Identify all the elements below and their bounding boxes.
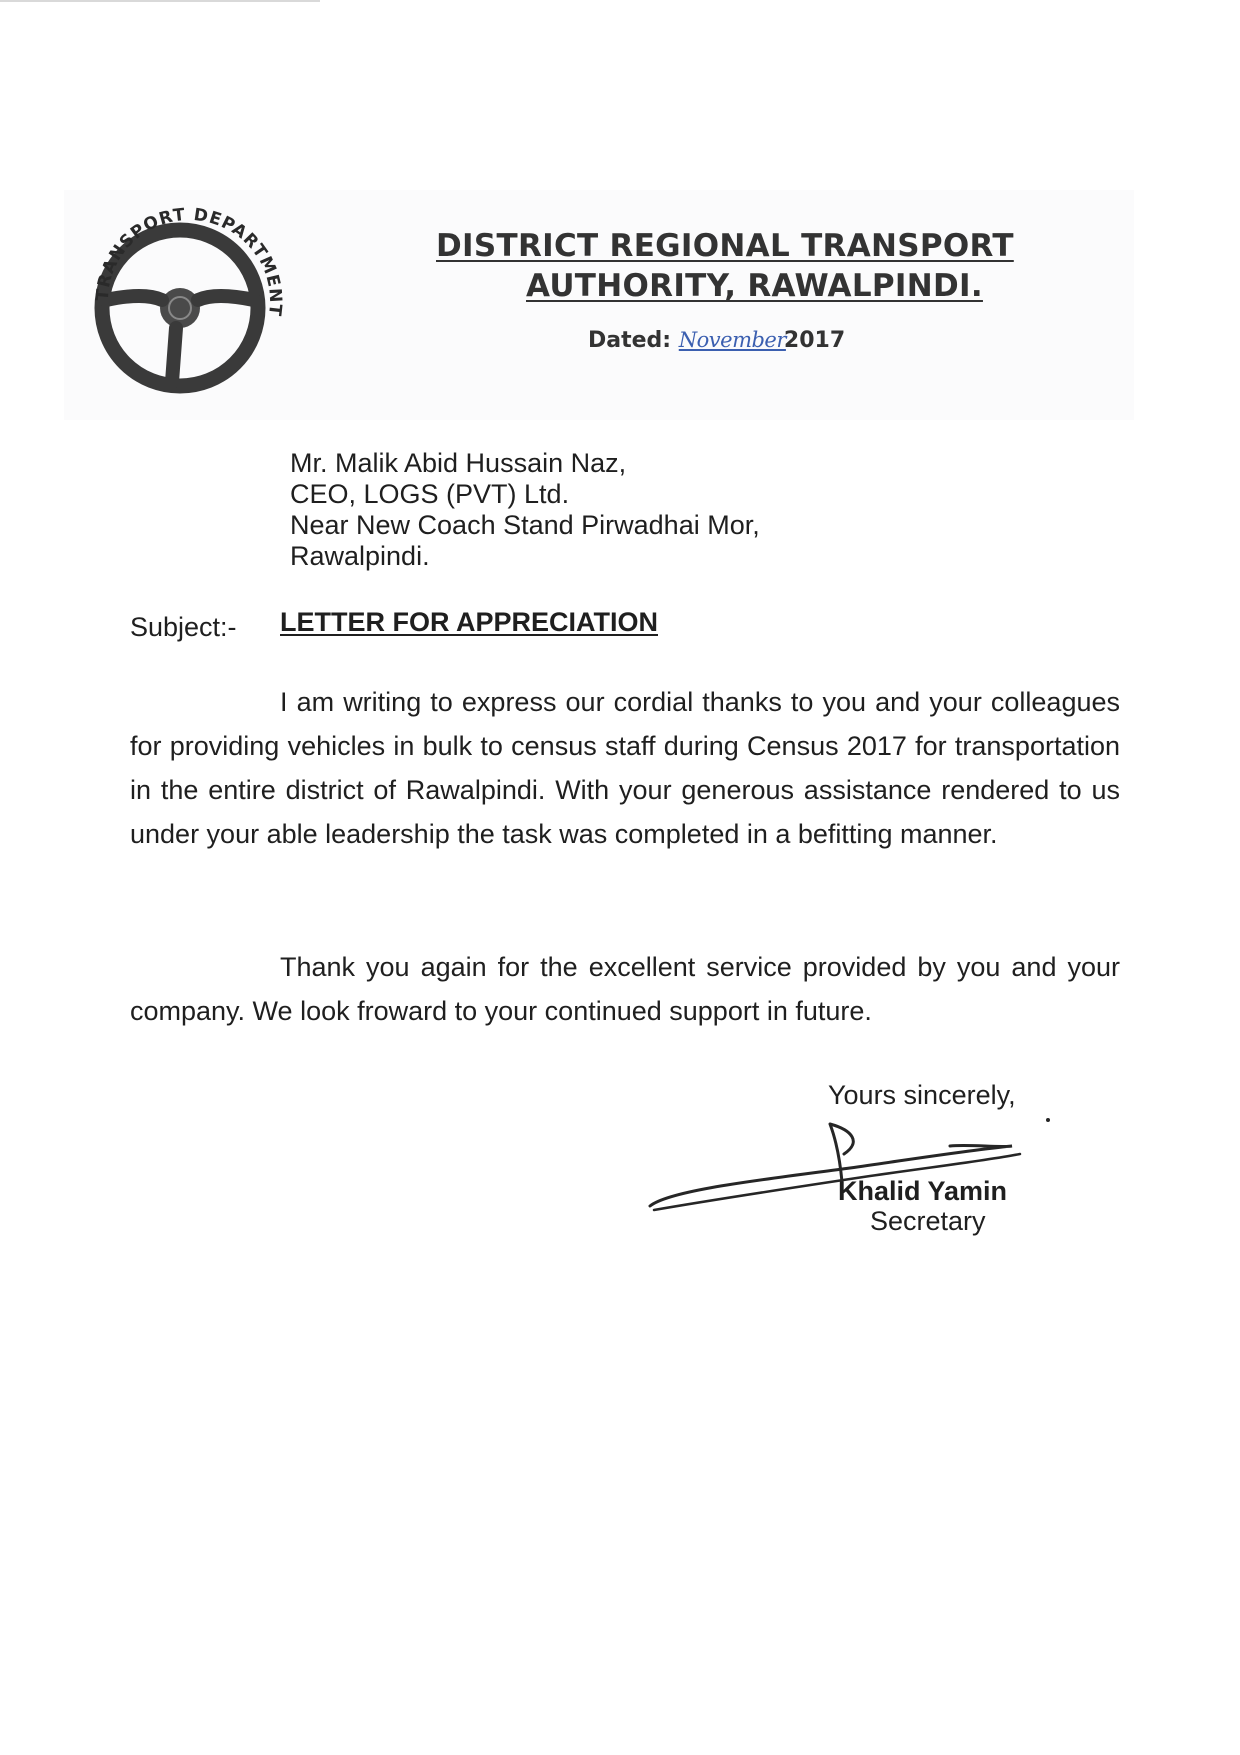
recipient-designation: CEO, LOGS (PVT) Ltd.	[290, 479, 570, 509]
signatory-name: Khalid Yamin	[838, 1176, 1008, 1206]
recipient-address-line: Near New Coach Stand Pirwadhai Mor,	[290, 510, 760, 540]
recipient-name: Mr. Malik Abid Hussain Naz,	[290, 448, 627, 478]
dated-handwritten-month: November	[678, 328, 786, 352]
body-paragraph-1: I am writing to express our cordial thanks to you and your colleagues for providing vehicles in bulk to census staff during Census 2017 for transportation in the entire district of Rawalpindi. With your generous assistance rendered to us under your able leadership the task was completed in a befitting manner.	[130, 687, 1120, 849]
subject-label: Subject:-	[130, 612, 237, 642]
dated-row	[588, 328, 845, 353]
subject-text: LETTER FOR APPRECIATION	[280, 607, 658, 637]
signatory-title: Secretary	[870, 1206, 986, 1236]
dated-year: 2017	[783, 328, 846, 353]
recipient-city: Rawalpindi.	[290, 541, 430, 571]
body-paragraph-2: Thank you again for the excellent service provided by you and your company. We look froward to your continued support in future.	[130, 952, 1120, 1026]
dated-label: Dated:	[588, 328, 672, 353]
scan-edge-line	[0, 0, 320, 2]
organization-name-line-1: DISTRICT REGIONAL TRANSPORT	[436, 228, 1014, 264]
closing-salutation: Yours sincerely,	[828, 1080, 1016, 1110]
seal-text: TRANSPORT DEPARTMENT	[92, 204, 286, 318]
transport-department-seal-icon	[84, 196, 294, 406]
recipient-address-block	[290, 448, 760, 572]
organization-name-line-2: AUTHORITY, RAWALPINDI.	[526, 268, 983, 304]
